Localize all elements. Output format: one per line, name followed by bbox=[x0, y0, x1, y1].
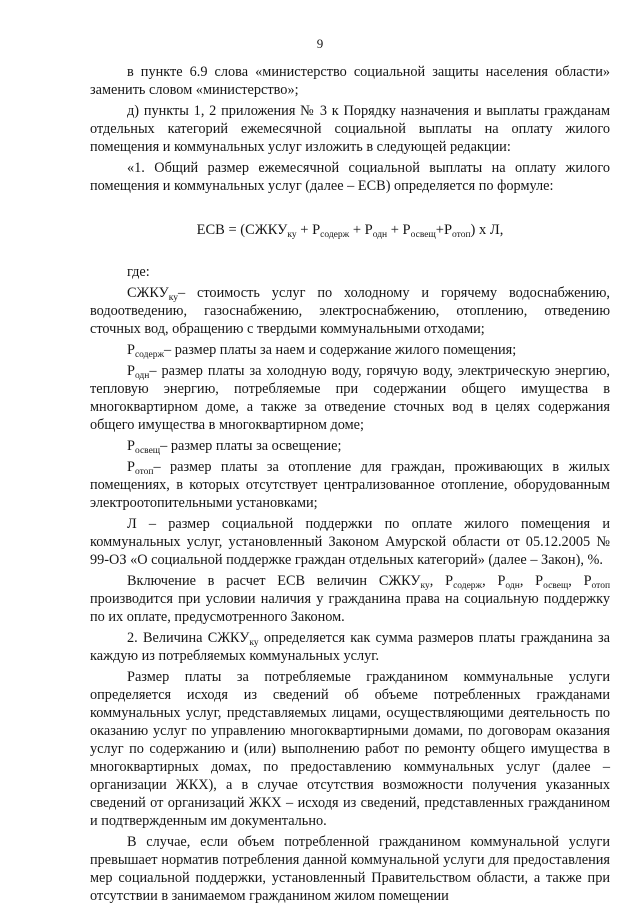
definition-p-odn: $Р_{одн}-$ размер платы за холодную воду, горячую воду, электрическую энергию, тепловую энергию, потребляемые при содержании общего имущества в многоквартирном доме, а также за отведение сточных вод в целях содержания общего имущества в многоквартирном доме; bbox=[90, 363, 610, 433]
paragraph-amendment-6-9: в пункте 6.9 слова «министерство социальной защиты населения области» заменить словом «министерство»; bbox=[90, 64, 610, 98]
paragraph-inclusion: Включение в расчет ЕСВ величин $СЖКУ_{ку}$, $Р_{содерж}$, $Р_{одн}$, $Р_{освещ}$, $Р_{отоп}$ производится при условии наличия у гражданина права на социальную поддержку по их оплате, предусмотренного Законом. bbox=[90, 573, 611, 625]
paragraph-item-d: д) пункты 1, 2 приложения № 3 к Порядку назначения и выплаты гражданам отдельных категорий ежемесячной социальной выплаты на оплату жилого помещения и коммунальных услуг изложить в следующей редакции: bbox=[90, 103, 610, 155]
esv-formula: ЕСВ = $(СЖКУ_{ку} + Р_{содерж} + Р_{одн} + Р_{освещ}+Р_{отоп})$ х Л, bbox=[196, 222, 504, 240]
paragraph-excess-volume: В случае, если объем потребленной гражданином коммунальной услуги превышает норматив потребления данной коммунальной услуги для предоставления мер социальной поддержки, установленный Правительством области, а также при отсутствии в занимаемом гражданином жилом помещении bbox=[90, 834, 610, 904]
paragraph-point-1: «1. Общий размер ежемесячной социальной выплаты на оплату жилого помещения и коммунальных услуг (далее – ЕСВ) определяется по формуле: bbox=[90, 160, 610, 194]
paragraph-payment-size: Размер платы за потребляемые гражданином коммунальные услуги определяется исходя из сведений об объеме потребленных гражданами коммунальных услуг, представляемых лицами, осуществляющими деятельность по оказанию услуг по управлению многоквартирными домами, по договорам оказания услуг по содержанию и (или) выполнению работ по ремонту общего имущества в многоквартирных домах, по предоставлению коммунальных услуг (далее – организации ЖКХ), а в случае отсутствия возможности получения указанных сведений от организаций ЖКХ – исходя из сведений, представленных гражданином и подтвержденным им документально. bbox=[90, 669, 610, 829]
where-label: где: bbox=[127, 264, 150, 280]
definition-p-soderzh: $Р_{содерж}-$ размер платы за наем и содержание жилого помещения; bbox=[127, 342, 517, 360]
document-body bbox=[90, 63, 610, 905]
definition-p-otop: $Р_{отоп}-$ размер платы за отопление для граждан, проживающих в жилых помещениях, в которых отсутствует централизованное отопление, оборудованным электроотопительными установками; bbox=[90, 459, 610, 511]
definition-p-osvesch: $Р_{освещ}-$ размер платы за освещение; bbox=[127, 438, 342, 456]
definition-szhku: $СЖКУ_{ку}-$ стоимость услуг по холодному и горячему водоснабжению, водоотведению, газоснабжению, электроснабжению, отоплению, отведению сточных вод, обращению с твердыми коммунальными отходами; bbox=[90, 285, 610, 337]
paragraph-point-2: 2. Величина $СЖКУ_{ку}$ определяется как сумма размеров платы гражданина за каждую из потребляемых коммунальных услуг. bbox=[90, 630, 611, 664]
definition-l: Л – размер социальной поддержки по оплате жилого помещения и коммунальных услуг, установленный Законом Амурской области от 05.12.2005 № 99-ОЗ «О социальной поддержке граждан отдельных категорий» (далее – Закон), %. bbox=[90, 516, 610, 568]
page-number: 9 bbox=[316, 36, 324, 51]
